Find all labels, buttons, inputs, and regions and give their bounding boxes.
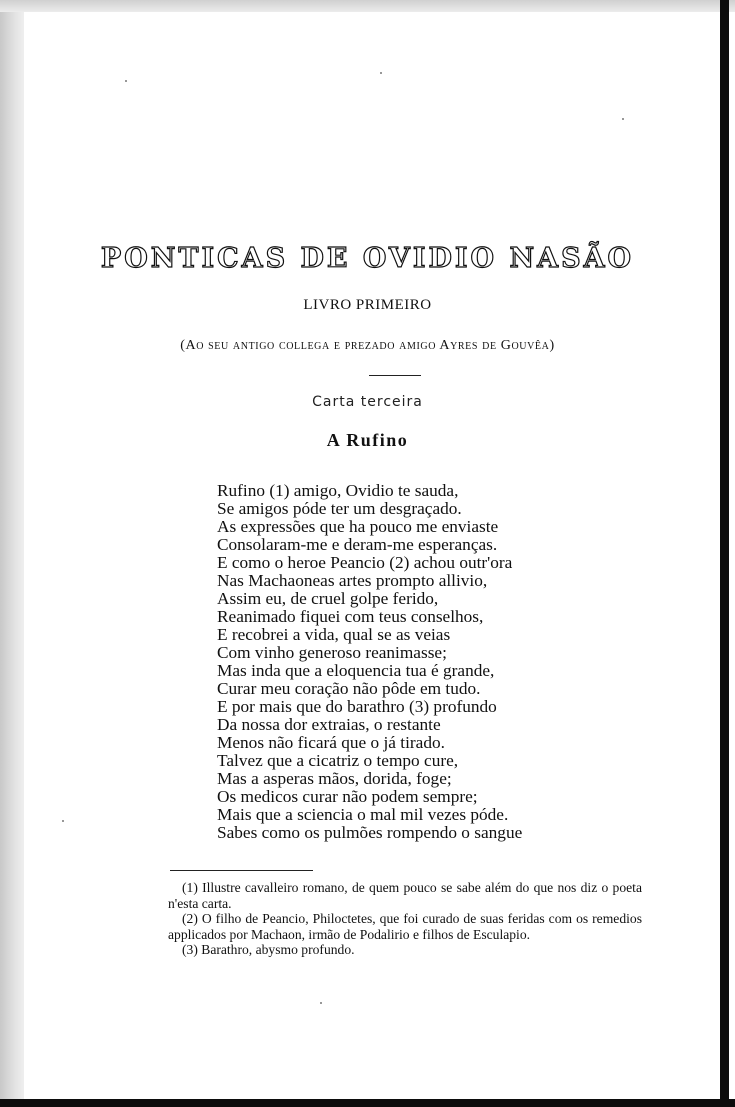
scan-edge-top bbox=[0, 0, 735, 12]
footnote-rule bbox=[170, 870, 313, 871]
poem-line: Rufino (1) amigo, Ovidio te sauda, bbox=[217, 481, 459, 500]
poem-line: Mais que a sciencia o mal mil vezes póde. bbox=[217, 805, 509, 824]
poem-line: Se amigos póde ter um desgraçado. bbox=[217, 499, 462, 518]
poem-line: E por mais que do barathro (3) profundo bbox=[217, 697, 497, 716]
poem-line: Reanimado fiquei com teus conselhos, bbox=[217, 607, 484, 626]
poem-line: Da nossa dor extraias, o restante bbox=[217, 715, 441, 734]
dedication: (Ao seu antigo collega e prezado amigo Ayres de Gouvêa) bbox=[180, 338, 555, 353]
scan-border-bottom bbox=[0, 1099, 735, 1107]
scan-border-right bbox=[720, 0, 729, 1107]
poem-line: As expressões que ha pouco me enviaste bbox=[217, 517, 499, 536]
scan-edge-left bbox=[0, 0, 24, 1107]
paper-speck bbox=[62, 820, 64, 822]
poem-line: Mas inda que a eloquencia tua é grande, bbox=[217, 661, 495, 680]
poem-line: E recobrei a vida, qual se as veias bbox=[217, 625, 451, 644]
paper-speck bbox=[622, 118, 624, 120]
poem-line: Talvez que a cicatriz o tempo cure, bbox=[217, 751, 459, 770]
page-title: PONTICAS DE OVIDIO NASÃO bbox=[100, 243, 635, 274]
poem-line: E como o heroe Peancio (2) achou outr'ora bbox=[217, 553, 513, 572]
footnote-1: (1) Illustre cavalleiro romano, de quem pouco se sabe além do que nos diz o poeta n'esta carta. bbox=[168, 880, 642, 911]
poem-line: Consolaram-me e deram-me esperanças. bbox=[217, 535, 498, 554]
poem-line: Curar meu coração não pôde em tudo. bbox=[217, 679, 481, 698]
poem-line: Sabes como os pulmões rompendo o sangue bbox=[217, 823, 523, 842]
addressee-heading: A Rufino bbox=[326, 430, 409, 450]
footnote-3: (3) Barathro, abysmo profundo. bbox=[182, 942, 355, 957]
poem-line: Os medicos curar não podem sempre; bbox=[217, 787, 478, 806]
section-heading: Carta terceira bbox=[312, 394, 423, 410]
poem-line: Mas a asperas mãos, dorida, foge; bbox=[217, 769, 452, 788]
paper-speck bbox=[320, 1002, 322, 1004]
paper-speck bbox=[380, 72, 382, 74]
book-subtitle: LIVRO PRIMEIRO bbox=[303, 297, 432, 313]
footnotes bbox=[168, 880, 642, 958]
footnote-2: (2) O filho de Peancio, Philoctetes, que foi curado de suas feridas com os remedios applicados por Machaon, irmão de Podalirio e filhos de Esculapio. bbox=[168, 911, 642, 942]
poem-body bbox=[217, 482, 637, 842]
divider-rule bbox=[369, 375, 421, 376]
poem-line: Nas Machaoneas artes prompto allivio, bbox=[217, 571, 488, 590]
paper-speck bbox=[125, 80, 127, 82]
poem-line: Com vinho generoso reanimasse; bbox=[217, 643, 447, 662]
poem-line: Assim eu, de cruel golpe ferido, bbox=[217, 589, 439, 608]
poem-line: Menos não ficará que o já tirado. bbox=[217, 733, 445, 752]
